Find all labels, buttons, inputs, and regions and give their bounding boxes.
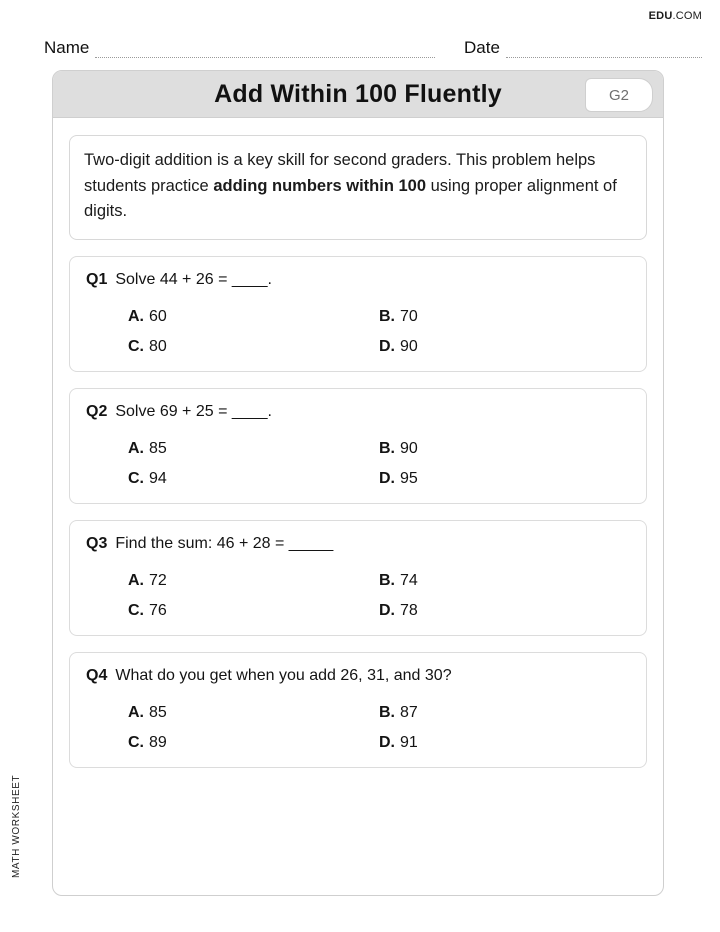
name-field[interactable] xyxy=(44,39,444,58)
question-line-2 xyxy=(86,403,630,421)
option-value-2a: 85 xyxy=(149,439,167,457)
option-2c[interactable] xyxy=(128,471,379,487)
option-key-3b: B. xyxy=(379,571,395,589)
option-key-4d: D. xyxy=(379,733,395,751)
option-2a[interactable] xyxy=(128,441,379,471)
option-key-1d: D. xyxy=(379,337,395,355)
option-1b[interactable] xyxy=(379,309,630,339)
option-key-3a: A. xyxy=(128,571,144,589)
brand-logo xyxy=(649,10,702,22)
name-write-line[interactable] xyxy=(95,43,435,58)
question-card-2 xyxy=(69,388,647,504)
question-number-2: Q2 xyxy=(86,402,108,420)
side-label: MATH WORKSHEET xyxy=(11,774,22,878)
options-list-3 xyxy=(86,573,630,619)
option-4d[interactable] xyxy=(379,735,630,751)
question-number-1: Q1 xyxy=(86,270,108,288)
intro-box xyxy=(69,135,647,240)
question-text-2: Solve 69 + 25 = ____. xyxy=(115,402,272,420)
option-4b[interactable] xyxy=(379,705,630,735)
option-value-2d: 95 xyxy=(400,469,418,487)
option-key-2d: D. xyxy=(379,469,395,487)
worksheet-title-bar xyxy=(53,71,663,118)
question-card-1 xyxy=(69,256,647,372)
option-value-3a: 72 xyxy=(149,571,167,589)
brand-name: EDU xyxy=(648,10,673,22)
date-write-line[interactable] xyxy=(506,43,702,58)
option-value-4d: 91 xyxy=(400,733,418,751)
option-key-1b: B. xyxy=(379,307,395,325)
option-4c[interactable] xyxy=(128,735,379,751)
name-date-row xyxy=(44,32,698,58)
brand-suffix: .COM xyxy=(672,10,702,22)
option-3a[interactable] xyxy=(128,573,379,603)
question-text-1: Solve 44 + 26 = ____. xyxy=(115,270,272,288)
options-list-1 xyxy=(86,309,630,355)
date-label: Date xyxy=(464,38,500,58)
worksheet-sheet xyxy=(52,70,664,896)
question-text-3: Find the sum: 46 + 28 = _____ xyxy=(115,534,334,552)
intro-text-suffix: using proper alignment of digits. xyxy=(84,176,617,221)
worksheet-title: Add Within 100 Fluently xyxy=(214,79,502,108)
question-number-3: Q3 xyxy=(86,534,108,552)
question-line-3 xyxy=(86,535,630,553)
option-3d[interactable] xyxy=(379,603,630,619)
option-key-1a: A. xyxy=(128,307,144,325)
option-value-2c: 94 xyxy=(149,469,167,487)
option-1a[interactable] xyxy=(128,309,379,339)
question-line-4 xyxy=(86,667,630,685)
option-1c[interactable] xyxy=(128,339,379,355)
date-field[interactable] xyxy=(464,39,720,58)
option-value-4a: 85 xyxy=(149,703,167,721)
option-value-3d: 78 xyxy=(400,601,418,619)
option-key-4a: A. xyxy=(128,703,144,721)
option-value-2b: 90 xyxy=(400,439,418,457)
option-value-1a: 60 xyxy=(149,307,167,325)
question-card-4 xyxy=(69,652,647,768)
intro-text-prefix: Two-digit addition is a key skill for second graders. This problem helps students practice xyxy=(84,151,596,195)
option-key-3c: C. xyxy=(128,601,144,619)
option-3b[interactable] xyxy=(379,573,630,603)
option-value-1c: 80 xyxy=(149,337,167,355)
option-4a[interactable] xyxy=(128,705,379,735)
options-list-4 xyxy=(86,705,630,751)
option-value-3b: 74 xyxy=(400,571,418,589)
name-label: Name xyxy=(44,38,90,58)
option-value-3c: 76 xyxy=(149,601,167,619)
question-card-3 xyxy=(69,520,647,636)
option-value-1b: 70 xyxy=(400,307,418,325)
option-2d[interactable] xyxy=(379,471,630,487)
options-list-2 xyxy=(86,441,630,487)
option-2b[interactable] xyxy=(379,441,630,471)
option-key-2b: B. xyxy=(379,439,395,457)
grade-badge: G2 xyxy=(585,78,653,112)
option-value-1d: 90 xyxy=(400,337,418,355)
option-key-3d: D. xyxy=(379,601,395,619)
question-text-4: What do you get when you add 26, 31, and 30? xyxy=(115,666,452,684)
question-number-4: Q4 xyxy=(86,666,108,684)
option-key-1c: C. xyxy=(128,337,144,355)
intro-text-bold: adding numbers within 100 xyxy=(213,176,427,195)
option-key-2a: A. xyxy=(128,439,144,457)
question-line-1 xyxy=(86,271,630,289)
option-key-4b: B. xyxy=(379,703,395,721)
option-key-2c: C. xyxy=(128,469,144,487)
option-value-4b: 87 xyxy=(400,703,418,721)
option-1d[interactable] xyxy=(379,339,630,355)
option-value-4c: 89 xyxy=(149,733,167,751)
option-3c[interactable] xyxy=(128,603,379,619)
option-key-4c: C. xyxy=(128,733,144,751)
